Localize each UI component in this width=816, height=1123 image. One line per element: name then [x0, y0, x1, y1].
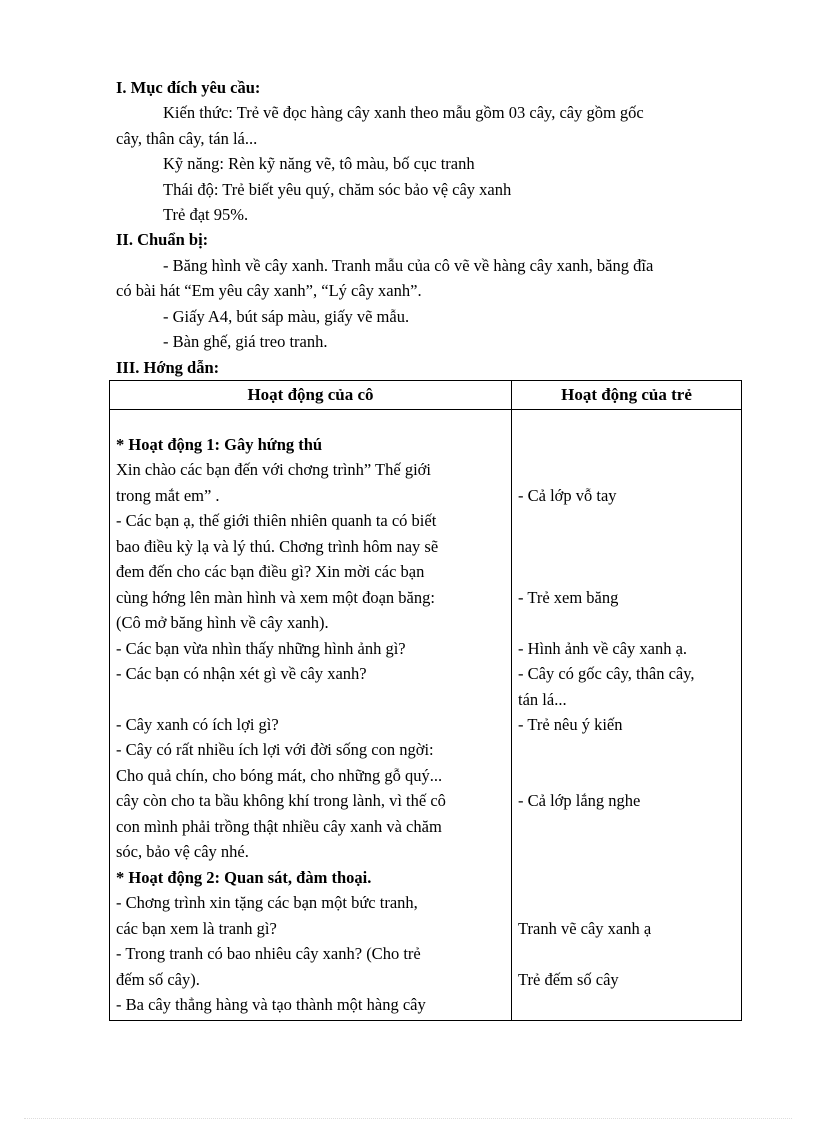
child-line: - Trẻ xem băng — [518, 588, 619, 607]
teacher-line: - Cây có rất nhiều ích lợi với đời sống con ngời: — [116, 740, 434, 759]
teacher-line: đem đến cho các bạn điều gì? Xin mời các bạn — [116, 562, 425, 581]
knowledge-line-1: Kiến thức: Trẻ vẽ đọc hàng cây xanh theo mẫu gồm 03 cây, cây gồm gốc — [163, 103, 644, 122]
teacher-line: đếm số cây). — [116, 970, 200, 989]
section-heading-preparation: II. Chuẩn bị: — [116, 230, 209, 249]
teacher-line: cùng hớng lên màn hình và xem một đoạn băng: — [116, 588, 435, 607]
preparation-item-2: - Giấy A4, bút sáp màu, giấy vẽ mẫu. — [163, 307, 410, 326]
teacher-line: các bạn xem là tranh gì? — [116, 919, 277, 938]
teacher-line: - Các bạn ạ, thế giới thiên nhiên quanh ta có biết — [116, 511, 437, 530]
teacher-line: - Các bạn có nhận xét gì về cây xanh? — [116, 664, 367, 683]
skills-line: Kỹ năng: Rèn kỹ năng vẽ, tô màu, bố cục tranh — [163, 154, 475, 173]
teacher-line: Xin chào các bạn đến với chơng trình” Thế giới — [116, 460, 431, 479]
teacher-line: (Cô mở băng hình về cây xanh). — [116, 613, 329, 632]
child-line: Tranh vẽ cây xanh ạ — [518, 919, 652, 938]
activity-2-heading: * Hoạt động 2: Quan sát, đàm thoại. — [116, 868, 372, 887]
section-heading-purpose: I. Mục đích yêu cầu: — [116, 78, 261, 97]
attitude-line: Thái độ: Trẻ biết yêu quý, chăm sóc bảo vệ cây xanh — [163, 180, 512, 199]
teacher-line: con mình phải trồng thật nhiều cây xanh và chăm — [116, 817, 442, 836]
teacher-line: Cho quả chín, cho bóng mát, cho những gỗ quý... — [116, 766, 443, 785]
teacher-line: - Các bạn vừa nhìn thấy những hình ảnh gì? — [116, 639, 406, 658]
activity-1-heading: * Hoạt động 1: Gây hứng thú — [116, 435, 323, 454]
teacher-line: - Trong tranh có bao nhiêu cây xanh? (Cho trẻ — [116, 944, 421, 963]
target-line: Trẻ đạt 95%. — [163, 205, 249, 224]
table-body-row — [110, 410, 742, 1021]
preparation-item-1-line-1: - Băng hình về cây xanh. Tranh mẫu của cô vẽ về hàng cây xanh, băng đĩa — [163, 256, 654, 275]
teacher-activity-cell — [110, 410, 512, 1021]
teacher-line: cây còn cho ta bầu không khí trong lành, vì thế cô — [116, 791, 446, 810]
section-heading-guidance: III. Hớng dẫn: — [116, 358, 220, 377]
knowledge-line-2: cây, thân cây, tán lá... — [116, 129, 258, 148]
header-child-activity: Hoạt động của trẻ — [512, 381, 742, 410]
header-teacher-activity: Hoạt động của cô — [110, 381, 512, 410]
teacher-line: trong mắt em” . — [116, 486, 220, 505]
child-activity-cell — [512, 410, 742, 1021]
child-line: - Trẻ nêu ý kiến — [518, 715, 623, 734]
teacher-line: sóc, bảo vệ cây nhé. — [116, 842, 249, 861]
teacher-line: - Chơng trình xin tặng các bạn một bức tranh, — [116, 893, 418, 912]
teacher-line: - Ba cây thẳng hàng và tạo thành một hàng cây — [116, 995, 426, 1014]
teacher-line: bao điều kỳ lạ và lý thú. Chơng trình hôm nay sẽ — [116, 537, 439, 556]
teacher-line: - Cây xanh có ích lợi gì? — [116, 715, 279, 734]
child-line: tán lá... — [518, 690, 567, 709]
table-header-row — [110, 381, 742, 410]
child-line: - Hình ảnh về cây xanh ạ. — [518, 639, 688, 658]
page-bottom-divider — [24, 1118, 792, 1119]
child-line: - Cây có gốc cây, thân cây, — [518, 664, 695, 683]
child-line: - Cả lớp vỗ tay — [518, 486, 617, 505]
preparation-item-3: - Bàn ghế, giá treo tranh. — [163, 332, 328, 351]
activity-table — [109, 380, 742, 1021]
preparation-item-1-line-2: có bài hát “Em yêu cây xanh”, “Lý cây xanh”. — [116, 281, 422, 300]
child-line: Trẻ đếm số cây — [518, 970, 619, 989]
child-line: - Cả lớp lắng nghe — [518, 791, 641, 810]
